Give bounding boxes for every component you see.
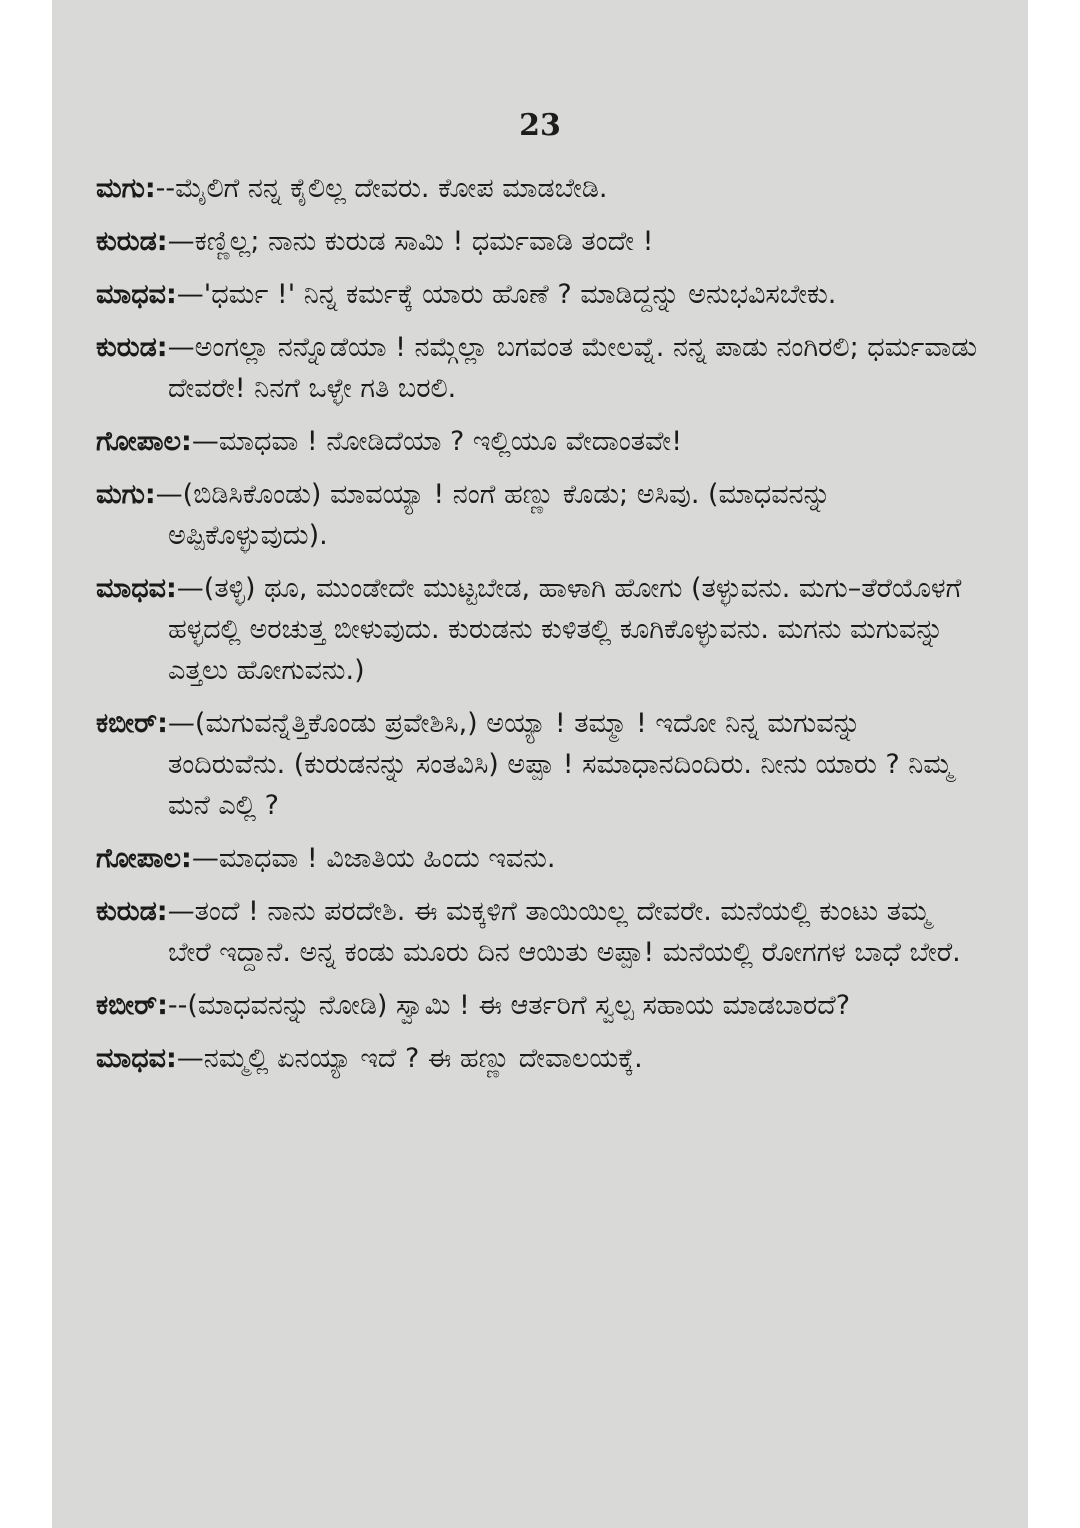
speaker-name: ಮಾಧವ: xyxy=(96,1043,177,1074)
speaker-name: ಮಾಧವ: xyxy=(96,279,177,310)
dialogue-line xyxy=(96,168,980,209)
speaker-name: ಕುರುಡ: xyxy=(96,896,168,927)
speech-text: —ನಮ್ಮಲ್ಲಿ ಏನಯ್ಯಾ ಇದೆ ? ಈ ಹಣ್ಣು ದೇವಾಲಯಕ್ಕೆ. xyxy=(176,1043,643,1074)
dialogue-line xyxy=(96,838,980,879)
scanned-page xyxy=(52,0,1028,1528)
speech-text: —(ಮಗುವನ್ನೆತ್ತಿಕೊಂಡು ಪ್ರವೇಶಿಸಿ,) ಅಯ್ಯಾ ! ತಮ್ಮಾ ! ಇದೋ ನಿನ್ನ ಮಗುವನ್ನು ತಂದಿರುವೆನು. (ಕುರುಡನನ್ನು ಸಂತವಿಸಿ) ಅಪ್ಪಾ ! ಸಮಾಧಾನದಿಂದಿರು. ನೀನು ಯಾರು ? ನಿಮ್ಮ ಮನೆ ಎಲ್ಲಿ ? xyxy=(167,708,953,821)
speech-text: —ತಂದೆ ! ನಾನು ಪರದೇಶಿ. ಈ ಮಕ್ಕಳಿಗೆ ತಾಯಿಯಿಲ್ಲ ದೇವರೇ. ಮನೆಯಲ್ಲಿ ಕುಂಟು ತಮ್ಮ ಬೇರೆ ಇದ್ದಾನೆ. ಅನ್ನ ಕಂಡು ಮೂರು ದಿನ ಆಯಿತು ಅಪ್ಪಾ! ಮನೆಯಲ್ಲಿ ರೋಗಗಳ ಬಾಧೆ ಬೇರೆ. xyxy=(167,896,961,968)
speaker-name: ಕುರುಡ: xyxy=(96,332,168,363)
speaker-name: ಗೋಪಾಲ: xyxy=(96,843,192,874)
speaker-name: ಕುರುಡ: xyxy=(96,226,168,257)
speaker-name: ಗೋಪಾಲ: xyxy=(96,426,192,457)
page-number: 23 xyxy=(519,108,561,143)
speech-text: —'ಧರ್ಮ !' ನಿನ್ನ ಕರ್ಮಕ್ಕೆ ಯಾರು ಹೊಣೆ ? ಮಾಡಿದ್ದನ್ನು ಅನುಭವಿಸಬೇಕು. xyxy=(176,279,837,310)
dialogue-line xyxy=(96,985,980,1026)
speech-text: —ಕಣ್ಣಿಲ್ಲ; ನಾನು ಕುರುಡ ಸಾಮಿ ! ಧರ್ಮವಾಡಿ ತಂದೇ ! xyxy=(167,226,654,257)
dialogue-line xyxy=(96,421,980,462)
speech-text: —(ತಳ್ಳಿ) ಥೂ, ಮುಂಡೇದೇ ಮುಟ್ಟಬೇಡ, ಹಾಳಾಗಿ ಹೋಗು (ತಳ್ಳುವನು. ಮಗು–ತೆರೆಯೊಳಗೆ ಹಳ್ಳದಲ್ಲಿ ಅರಚುತ್ತ ಬೀಳುವುದು. ಕುರುಡನು ಕುಳಿತಲ್ಲಿ ಕೂಗಿಕೊಳ್ಳುವನು. ಮಗನು ಮಗುವನ್ನು ಎತ್ತಲು ಹೋಗುವನು.) xyxy=(168,573,962,686)
speaker-name: ಕಬೀರ್: xyxy=(96,990,168,1021)
dialogue-line xyxy=(96,568,980,691)
speech-text: —ಮಾಧವಾ ! ವಿಜಾತಿಯ ಹಿಂದು ಇವನು. xyxy=(191,843,556,874)
speech-text: --ಮೈಲಿಗೆ ನನ್ನ ಕೈಲಿಲ್ಲ ದೇವರು. ಕೋಪ ಮಾಡಬೇಡಿ. xyxy=(155,173,608,204)
speech-text: —ಮಾಧವಾ ! ನೋಡಿದೆಯಾ ? ಇಲ್ಲಿಯೂ ವೇದಾಂತವೇ! xyxy=(191,426,683,457)
dialogue-line xyxy=(96,274,980,315)
dialogue-line xyxy=(96,703,980,826)
speaker-name: ಕಬೀರ್: xyxy=(96,708,168,739)
dialogue-line xyxy=(96,474,980,556)
speech-text: —ಅಂಗಲ್ಲಾ ನನ್ನೊಡೆಯಾ ! ನಮ್ಗೆಲ್ಲಾ ಬಗವಂತ ಮೇಲವ್ನೆ. ನನ್ನ ಪಾಡು ನಂಗಿರಲಿ; ಧರ್ಮವಾಡು ದೇವರೇ! ನಿನಗೆ ಒಳ್ಳೇ ಗತಿ ಬರಲಿ. xyxy=(167,332,978,404)
speaker-name: ಮಗು: xyxy=(96,479,156,510)
speaker-name: ಮಗು: xyxy=(96,173,156,204)
speech-text: —(ಬಿಡಿಸಿಕೊಂಡು) ಮಾವಯ್ಯಾ ! ನಂಗೆ ಹಣ್ಣು ಕೊಡು; ಅಸಿವು. (ಮಾಧವನನ್ನು ಅಪ್ಪಿಕೊಳ್ಳುವುದು). xyxy=(155,479,831,551)
dialogue-line xyxy=(96,891,980,973)
dialogue-body xyxy=(96,168,980,1091)
speaker-name: ಮಾಧವ: xyxy=(96,573,177,604)
dialogue-line xyxy=(96,1038,980,1079)
dialogue-line xyxy=(96,327,980,409)
dialogue-line xyxy=(96,221,980,262)
speech-text: --(ಮಾಧವನನ್ನು ನೋಡಿ) ಸ್ವಾಮಿ ! ಈ ಆರ್ತರಿಗೆ ಸ್ವಲ್ಪ ಸಹಾಯ ಮಾಡಬಾರದೆ? xyxy=(167,990,851,1021)
